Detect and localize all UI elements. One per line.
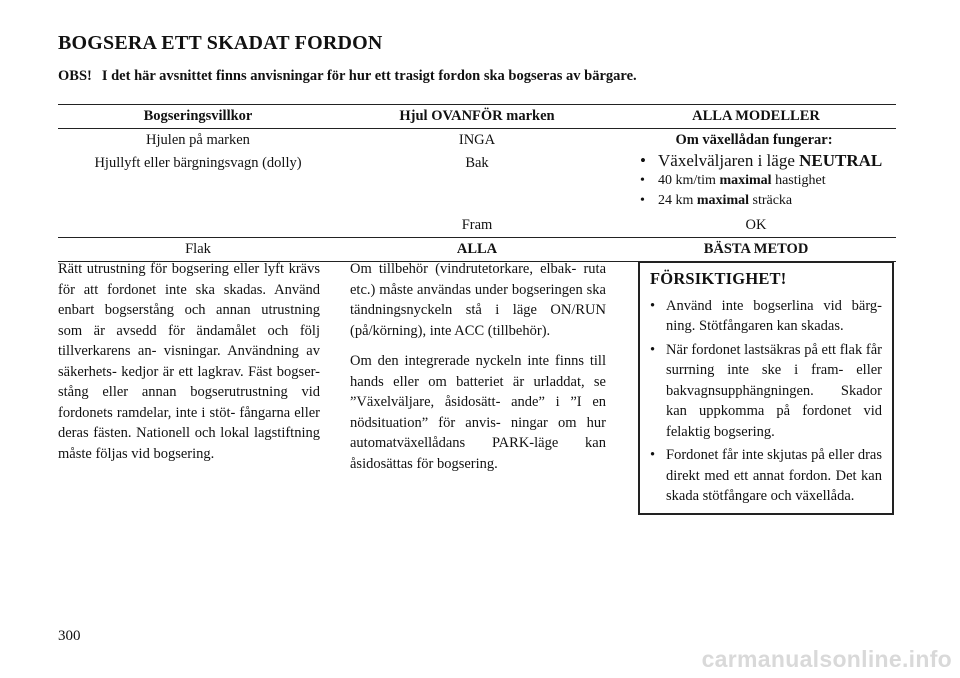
header-all-models: ALLA MODELLER [616,105,896,129]
body-text-column-1: Rätt utrustning för bogsering eller lyft krävs för att fordonet inte ska skadas. Använd enbart bogserstång och annan utrustning som är avsedd för ändamålet och följ tillverkarens an- visningar. Användning av säkerhets- kedjor är ett lagkrav. Fäst bogser- stång eller annan bogserutrustning vid fordonets ramdelar, inte i stöt- fångarna eller deras fästen. Nationell och lokal lagstiftning måste följas vid bogsering. [58,261,320,462]
gearbox-heading: Om växellådan fungerar: [675,132,833,148]
list-item: • Växelväljaren i läge NEUTRAL [636,151,892,171]
watermark: carmanualsonline.info [701,646,952,672]
cell-wheels: Fram [461,217,493,233]
table-row [58,238,896,262]
paragraph: Om tillbehör (vindrutetorkare, elbak- ruta etc.) måste användas under bogseringen ska tändningsnyckeln stå i läge ON/RUN (på/körning), inte ACC (tillbehör). [350,261,606,339]
cell-wheels: ALLA [338,238,616,262]
table-header-row [58,105,896,129]
cell-all-models-merged [616,129,896,215]
note [58,68,637,85]
manual-page [58,0,896,678]
list-item: • 24 km maximal sträcka [636,191,892,211]
cell-wheels: Bak [465,155,489,171]
cell-condition: Hjullyft eller bärgningsvagn (dolly) [94,155,302,171]
note-text: I det här avsnittet finns anvisningar för hur ett trasigt fordon ska bogseras av bärgare. [101,68,637,84]
list-item: • Använd inte bogserlina vid bärg- ning. Stötfångaren kan skadas. [650,296,882,337]
list-item: • 40 km/tim maximal hastighet [636,171,892,191]
list-item: • När fordonet lastsäkras på ett flak får surrning inte ske i fram- eller bakvagnsupphängningen. Skador kan uppkomma på fordonet vid felaktig bogsering. [650,340,882,443]
cell-all-models: BÄSTA METOD [616,238,896,262]
cell-condition: Flak [58,238,338,262]
cell-condition: Hjulen på marken [146,132,250,148]
paragraph: Om den integrerade nyckeln inte finns till hands eller om batteriet är urladdat, se ”Växelväljare, åsidosätt- ande” i ”I en nödsituation” för anvis- ningar om hur automatväxellådans PARK-läge kan åsidosättas för bogsering. [350,353,606,472]
header-wheels: Hjul OVANFÖR marken [338,105,616,129]
cell-wheels: INGA [458,132,496,148]
conditions-list [636,151,892,211]
table-row [58,129,896,153]
page-title: BOGSERA ETT SKADAT FORDON [58,32,383,54]
note-label: OBS! [58,68,92,84]
cell-all-models: OK [745,217,767,233]
page-number: 300 [58,628,81,644]
header-condition: Bogseringsvillkor [58,105,338,129]
body-text-column-2 [350,259,606,484]
caution-list [650,296,882,507]
list-item: • Fordonet får inte skjutas på eller dras direkt med ett annat fordon. Det kan skada stötfångare och växellåda. [650,445,882,507]
caution-box [638,261,894,515]
towing-table [58,104,896,262]
caution-title: FÖRSIKTIGHET! [650,269,787,288]
